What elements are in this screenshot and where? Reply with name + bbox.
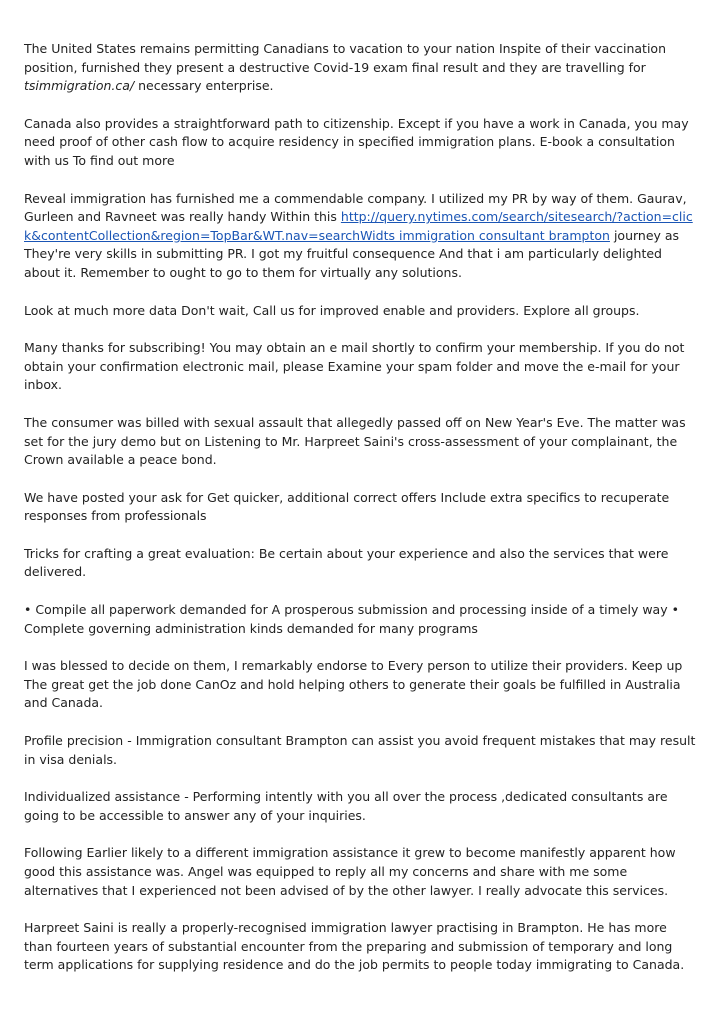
italic-domain: tsimmigration.ca/: [24, 78, 135, 94]
paragraph-2: Canada also provides a straightforward path to citizenship. Except if you have a work in Canada, you may need proof of other cash flow to acquire residency in specified immigration plans. E-book a consultation with us To find out more: [24, 115, 689, 168]
paragraph-13: Following Earlier likely to a different immigration assistance it grew to become manifestly apparent how good this assistance was. Angel was equipped to reply all my concerns and share with me some alternatives that I experienced not been advised of by the other lawyer. I really advocate this services.: [24, 845, 676, 898]
paragraph-6: The consumer was billed with sexual assault that allegedly passed off on New Year's Eve. The matter was set for the jury demo but on Listening to Mr. Harpreet Saini's cross-assessment of your complainant, the Crown available a peace bond.: [24, 414, 686, 468]
paragraph-8: Tricks for crafting a great evaluation: Be certain about your experience and also the services that were delivered.: [24, 545, 669, 580]
paragraph-10: I was blessed to decide on them, I remarkably endorse to Every person to utilize their providers. Keep up The great get the job done CanOz and hold helping others to generate their goals be fulfilled in Australia and Canada.: [24, 658, 683, 711]
paragraph-1: [24, 40, 698, 96]
paragraph-12: Individualized assistance - Performing intently with you all over the process ,dedicated consultants are going to be accessible to answer any of your inquiries.: [24, 789, 668, 823]
paragraph-text: The United States remains permitting Canadians to vacation to your nation Inspite of their vaccination position, furnished they present a destructive Covid-19 exam final result and they are travelling for: [24, 41, 667, 75]
document-body: [24, 40, 698, 994]
paragraph-4: Look at much more data Don't wait, Call us for improved enable and providers. Explore all groups.: [24, 302, 640, 318]
paragraph-9: • Compile all paperwork demanded for A prosperous submission and processing inside of a timely way • Complete governing administration kinds demanded for many programs: [24, 602, 679, 636]
paragraph-text-after: journey as They're very skills in submitting PR. I got my fruitful consequence And that i am particularly delighted about it. Remember to ought to go to them for virtually any solutions.: [24, 227, 680, 280]
paragraph-3: [24, 190, 698, 283]
paragraph-5: Many thanks for subscribing! You may obtain an e mail shortly to confirm your membership. If you do not obtain your confirmation electronic mail, please Examine your spam folder and move the e-mail for your inbox.: [24, 340, 685, 393]
inline-link[interactable]: http://query.nytimes.com/search/sitesearch/?action=click&contentCollection&region=TopBar&WT.nav=searchWidts immigration consultant brampton: [24, 209, 693, 243]
paragraph-text-after: necessary enterprise.: [134, 78, 274, 94]
paragraph-7: We have posted your ask for Get quicker, additional correct offers Include extra specifics to recuperate responses from professionals: [24, 489, 670, 524]
paragraph-14: Harpreet Saini is really a properly-recognised immigration lawyer practising in Brampton. He has more than fourteen years of substantial encounter from the preparing and submission of temporary and long term applications for supplying residence and do the job permits to people today immigrating to Canada.: [24, 920, 685, 973]
paragraph-11: Profile precision - Immigration consultant Brampton can assist you avoid frequent mistakes that may result in visa denials.: [24, 733, 696, 767]
paragraph-text: Reveal immigration has furnished me a commendable company. I utilized my PR by way of them. Gaurav, Gurleen and Ravneet was really handy Within this: [24, 190, 687, 225]
